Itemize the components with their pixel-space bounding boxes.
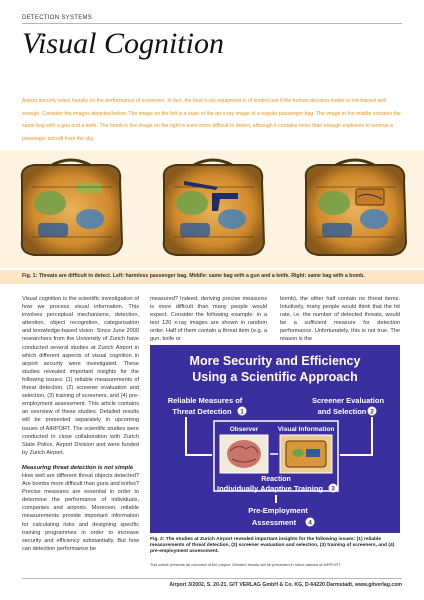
xray-image-bomb <box>296 157 414 261</box>
column-2-paragraph: measured? Indeed, deriving precise measures is more difficult than many people would expect. Consider the following example: in a test 120 x-ray images are shown in random order. Half of them contain a threat item (e.g. a gun, knife or <box>150 296 267 343</box>
page-footer: Airport 3/2002, S. 20-21, GIT VERLAG GmbH & Co. KG, D-64220 Darmstadt, www.gitverlag.com <box>169 582 402 588</box>
intro-paragraph: Airport security relies heavily on the performance of screeners. In fact, the best x-ray equipment is of limited use if the human decision maker is not trained well enough. Consider the images depicted below. The image on the left is a state of the art x-ray image of a regular passenger bag. The image in the middle contains the same bag with a gun and a knife. The bomb in the image on the right is even more difficult to detect, although it contains more than enough explosive to remove a passenger aircraft from the sky. <box>22 98 401 142</box>
figure-1-caption <box>0 270 424 284</box>
page-title: Visual Cognition <box>22 27 224 60</box>
column-1-paragraph-2: How well are different threat objects detected? Are bombs more difficult than guns and knifes? Precise measures are essential in order to determine the performance of individuals, companies and airports. Moreover, reliable measurements provide important information for calculating risks and designing specific training programmes in order to increase security and efficiency substantially. But how can detection performance be <box>22 472 139 552</box>
issue-1-label-line-2: Threat Detection <box>172 407 232 416</box>
footer-divider <box>22 578 402 579</box>
issue-2-number: 2 <box>370 408 374 416</box>
issue-4-number: 4 <box>308 519 312 527</box>
issue-4-label-line-2: Assessment <box>251 518 297 527</box>
issue-1-label-line-1: Reliable Measures of <box>167 396 243 405</box>
issue-4-label-line-1: Pre-Employment <box>248 506 308 515</box>
figure-2-caption: Fig. 2: The studies at Zurich Airport revealed important insights for the following issues: (1) reliable measurements of threat detection, (2) screener evaluation and selection, (3) training of screeners, and (4) pre-employment assessment. <box>150 537 395 555</box>
body-column-3 <box>280 295 400 344</box>
issue-3-label: Individually Adaptive Training <box>217 484 323 493</box>
scientific-approach-diagram <box>150 345 400 533</box>
column-1-paragraph-1: Visual cognition is the scientific investigation of how we process visual information. This involves perceptual mechanisms, detection, attention, object recognition, categorisation and knowledge-based vision. Since June 2000 researchers from the University of Zurich have conducted several studies at Zurich Airport in which different aspects of visual cognition in airport security were investigated. These studies revealed important insights for the following issues: (1) reliable measurements of threat detection, (2) screener evaluation and selection, (3) training of screeners, and (4) pre-employment assessment. This article contains an overview of these studies. Detailed results will be presented separately in upcoming issues of AIRPORT. The scientific studies were conducted in close collaboration with Zurich State Police, Airport Division and were funded by Zurich Airport. <box>22 296 139 456</box>
brain-icon <box>227 440 261 468</box>
thumbnail-item-green <box>292 449 304 457</box>
visual-information-label: Visual Information <box>277 426 335 433</box>
section-label: DETECTION SYSTEMS <box>22 15 93 21</box>
figure-2-note: This article presents an overview of the project. Detailed results will be presented in future articles of AIRPORT. <box>150 562 342 567</box>
body-column-2 <box>150 295 267 344</box>
subheading-measuring-threat-detection: Measuring threat detection is not simple <box>22 464 134 471</box>
thumbnail-item-blue <box>306 449 320 457</box>
issue-2-label-line-2: and Selection <box>317 407 367 416</box>
diagram-title-line-1: More Security and Efficiency <box>189 354 361 368</box>
issue-1-number: 1 <box>240 408 244 416</box>
issue-2-label-line-1: Screener Evaluation <box>311 396 385 405</box>
xray-image-gun-knife <box>154 157 272 261</box>
column-3-paragraph: bomb), the other half contain no threat items. Intuitively, many people would think that the hit rate, i.e. the number of detected threats, would be a sufficient measure for detection performance. Unfortunately, this is not true. The reason is the <box>280 296 400 343</box>
diagram-title-line-2: Using a Scientific Approach <box>192 370 358 384</box>
observer-label: Observer <box>229 426 259 433</box>
body-column-1 <box>22 295 139 553</box>
reaction-label: Reaction <box>261 476 291 483</box>
header-divider <box>22 23 402 24</box>
issue-3-number: 3 <box>331 485 335 493</box>
xray-image-harmless-bag <box>12 157 130 261</box>
figure-1-caption-text: Fig. 1: Threats are difficult to detect. Left: harmless passenger bag. Middle: same bag with a gun and a knife. Right: same bag with a bomb. <box>22 273 365 279</box>
